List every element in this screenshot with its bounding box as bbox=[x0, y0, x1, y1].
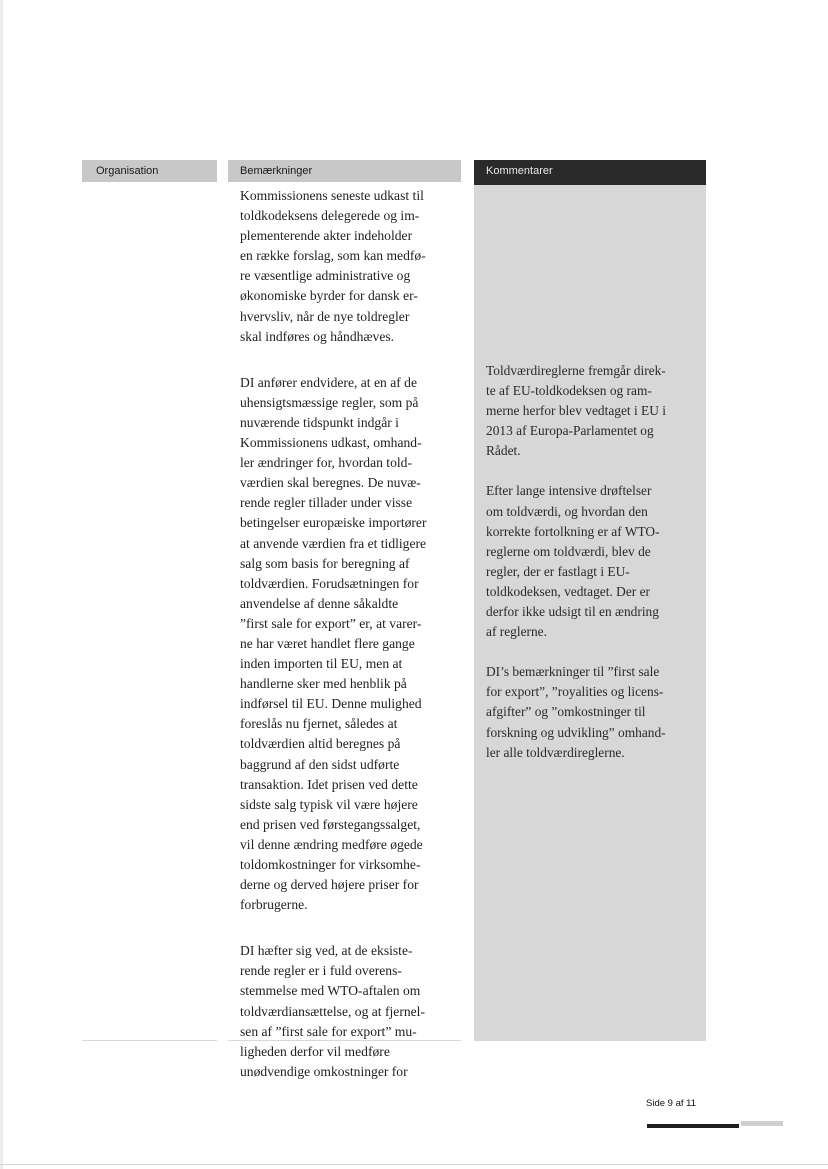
bemaerkninger-paragraph-1: Kommissionens seneste udkast til toldkodeksens delegerede og im- plementerende akter indeholder en række forslag, som kan medfø- re væsentlige administrative og økonomiske byrder for dansk er- hvervsliv, når de nye toldregler skal indføres og håndhæves. bbox=[240, 188, 426, 344]
footer-bar-light bbox=[741, 1121, 783, 1126]
page-bottom-rule bbox=[0, 1164, 828, 1165]
organisation-bottom-rule bbox=[82, 1040, 217, 1041]
bemaerkninger-bottom-rule bbox=[228, 1040, 461, 1041]
page-number: Side 9 af 11 bbox=[646, 1098, 697, 1109]
header-kommentarer: Kommentarer bbox=[474, 160, 706, 185]
footer-bar-dark bbox=[647, 1124, 739, 1128]
header-bemaerkninger: Bemærkninger bbox=[228, 160, 461, 182]
kommentarer-paragraph-3: DI’s bemærkninger til ”first sale for export”, ”royalities og licens- afgifter” og ”omkostninger til forskning og udvikling” omhand- ler alle toldværdireglerne. bbox=[486, 664, 666, 760]
header-organisation: Organisation bbox=[82, 160, 217, 182]
organisation-column bbox=[82, 184, 217, 1040]
bemaerkninger-paragraph-3: DI hæfter sig ved, at de eksiste- rende regler er i fuld overens- stemmelse med WTO-aftalen om toldværdiansættelse, og at fjernel- sen af ”first sale for export” mu- ligheden derfor vil medføre unødvendige omkostninger for bbox=[240, 943, 425, 1079]
page-edge bbox=[0, 0, 3, 1169]
kommentarer-paragraph-1: Toldværdireglerne fremgår direk- te af EU-toldkodeksen og ram- merne herfor blev vedtaget i EU i 2013 af Europa-Parlamentet og Rådet. bbox=[486, 363, 666, 459]
bemaerkninger-column bbox=[228, 186, 461, 1108]
kommentarer-paragraph-2: Efter lange intensive drøftelser om toldværdi, og hvordan den korrekte fortolkning er af WTO- reglerne om toldværdi, blev de regler, der er fastlagt i EU- toldkodeksen, vedtaget. Der er derfor ikke udsigt til en ændring af reglerne. bbox=[486, 483, 660, 640]
kommentarer-text bbox=[486, 361, 706, 783]
bemaerkninger-paragraph-2: DI anfører endvidere, at en af de uhensigtsmæssige regler, som på nuværende tidspunkt indgår i Kommissionens udkast, omhand- ler ændringer for, hvordan told- værdien skal beregnes. De nuvæ- rende regler tillader under visse betingelser europæiske importører at anvende værdien fra et tidligere salg som basis for beregning af toldværdien. Forudsætningen for anvendelse af denne såkaldte ”first sale for export” er, at varer- ne har været handlet flere gange inden importen til EU, men at handlerne sker med henblik på indførsel til EU. Denne mulighed foreslås nu fjernet, således at toldværdien altid beregnes på baggrund af den sidst udførte transaktion. Idet prisen ved dette sidste salg typisk vil være højere end prisen ved førstegangssalget, vil denne ændring medføre øgede toldomkostninger for virksomhe- derne og derved højere priser for forbrugerne. bbox=[240, 374, 427, 913]
